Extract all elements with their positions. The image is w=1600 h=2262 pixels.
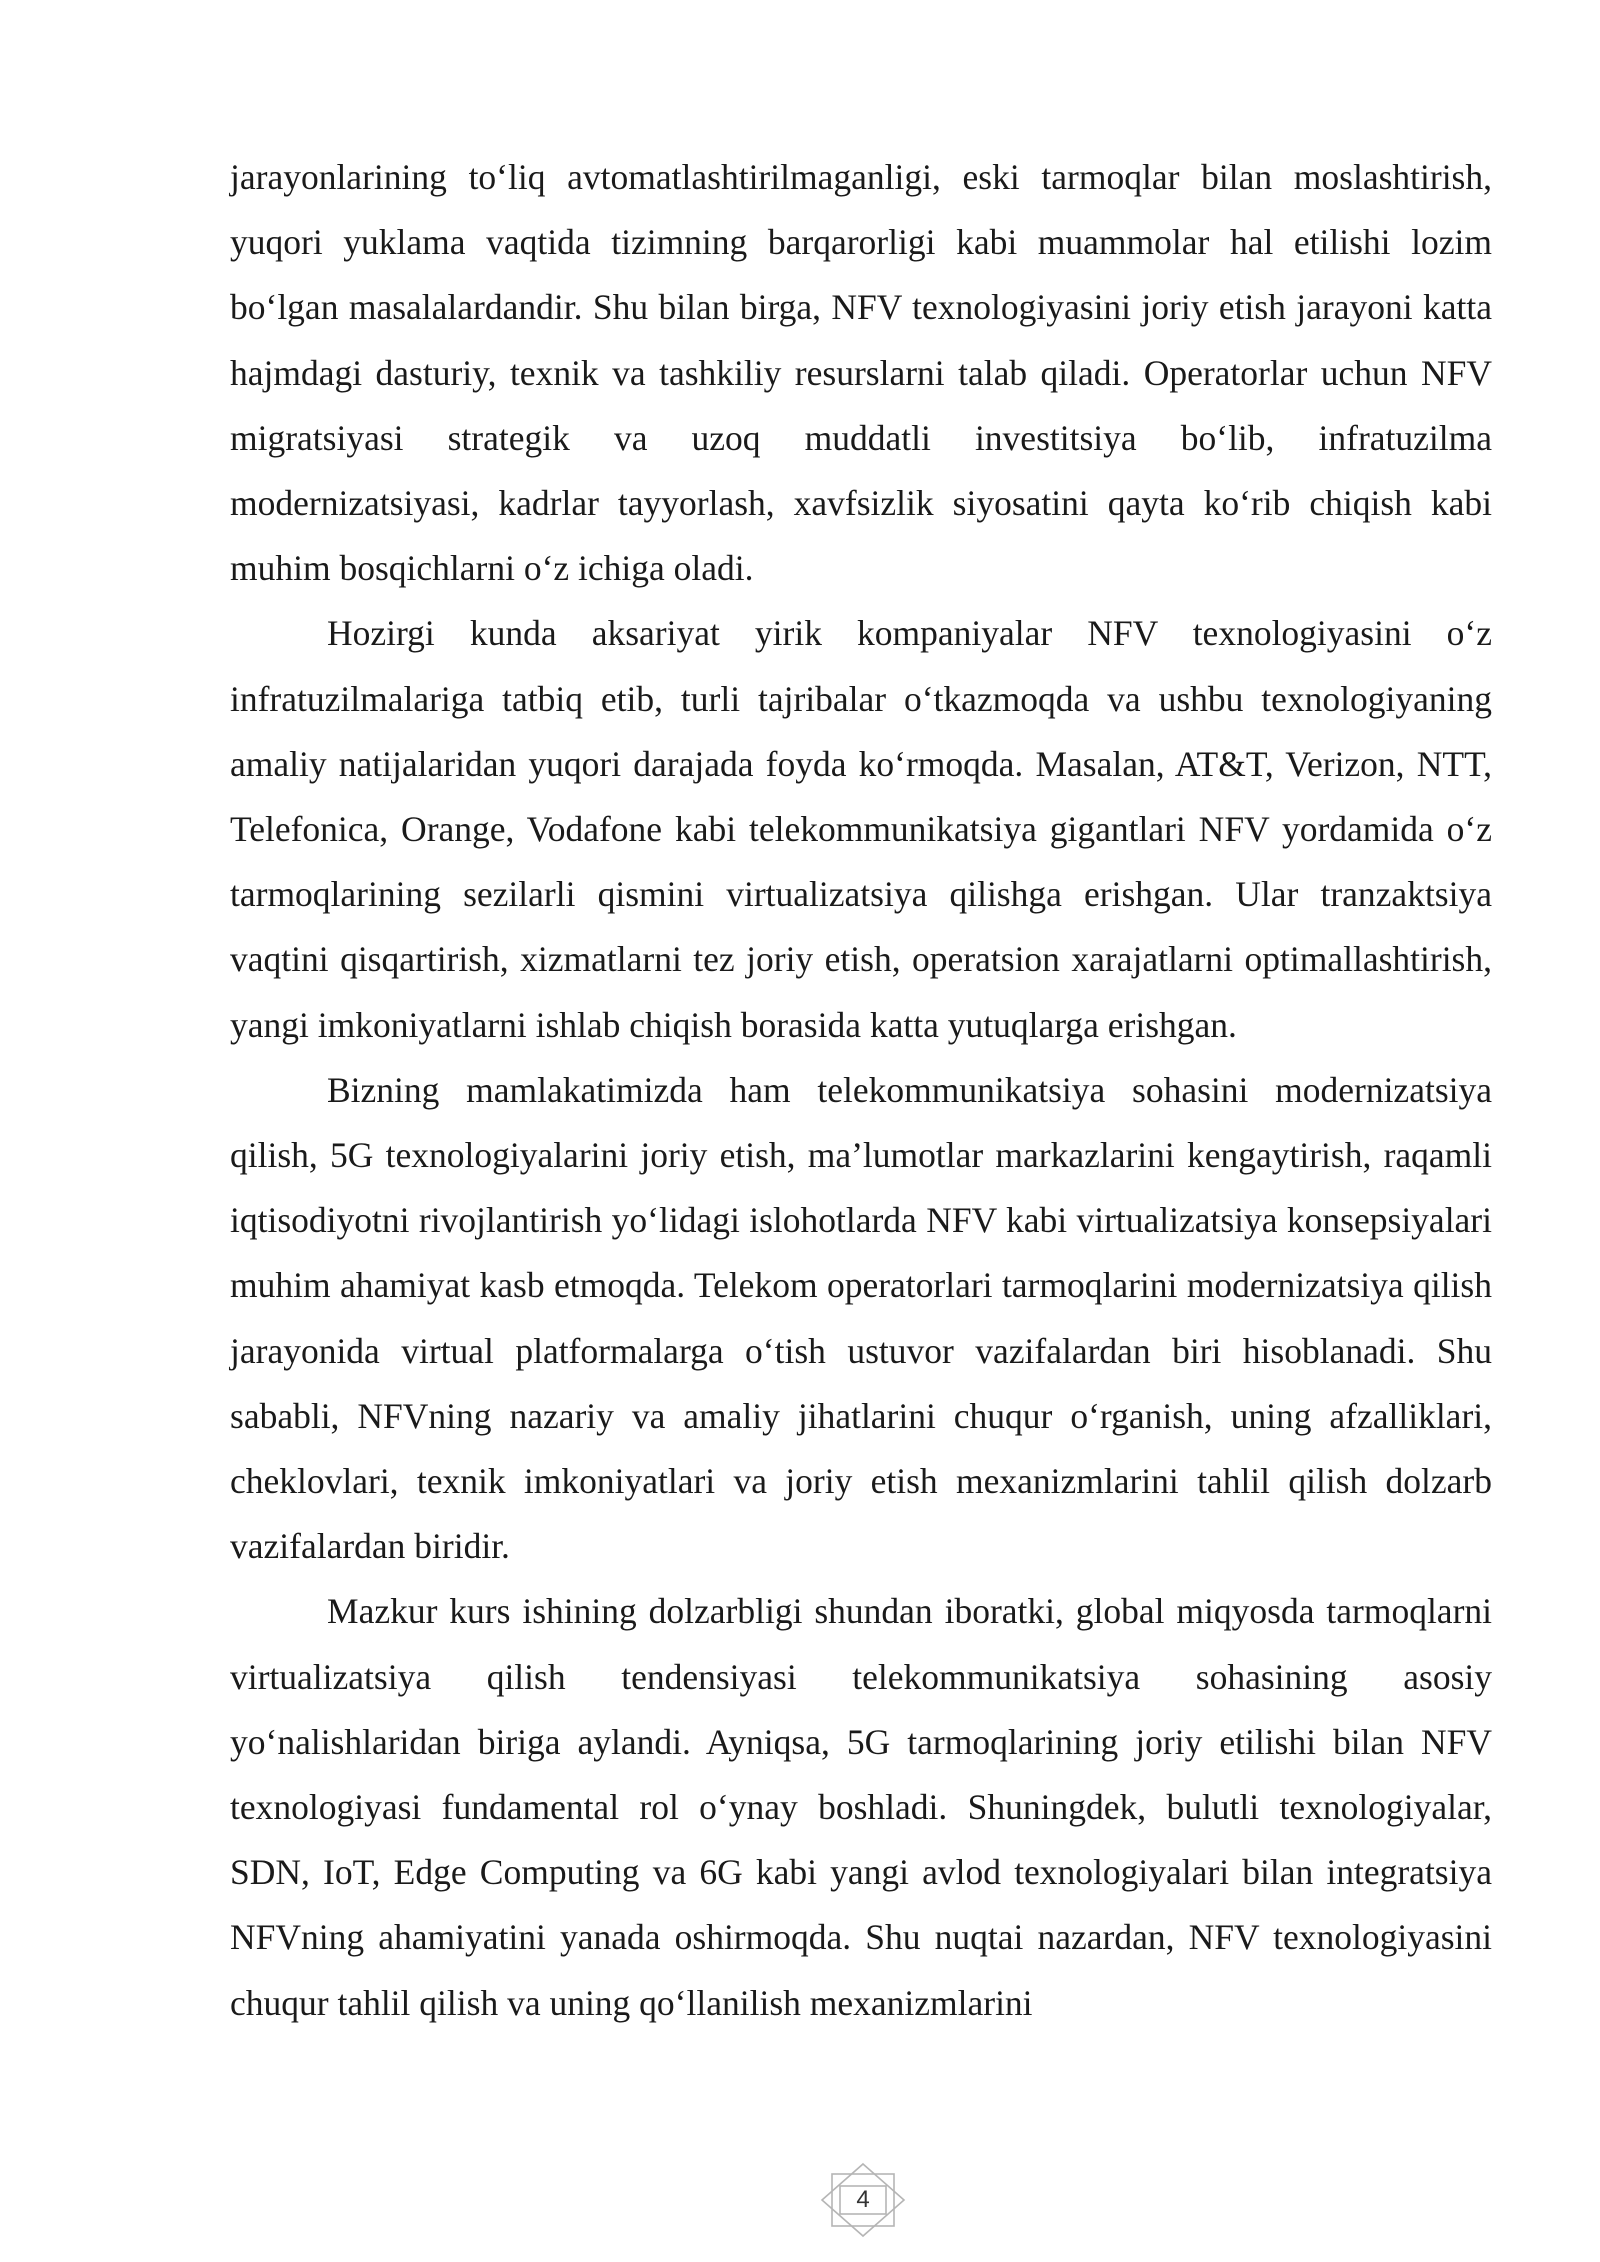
page-number-badge bbox=[820, 2162, 906, 2238]
paragraph-continuation: jarayonlarining to‘liq avtomatlashtirilmaganligi, eski tarmoqlar bilan moslashtirish, yuqori yuklama vaqtida tizimning barqarorligi kabi muammolar hal etilishi lozim bo‘lgan masalalardandir. Shu bilan birga, NFV texnologiyasini joriy etish jarayoni katta hajmdagi dasturiy, texnik va tashkiliy resurslarni talab qiladi. Operatorlar uchun NFV migratsiyasi strategik va uzoq muddatli investitsiya bo‘lib, infratuzilma modernizatsiyasi, kadrlar tayyorlash, xavfsizlik siyosatini qayta ko‘rib chiqish kabi muhim bosqichlarni o‘z ichiga oladi. bbox=[230, 157, 1492, 589]
paragraph-national: Bizning mamlakatimizda ham telekommunikatsiya sohasini modernizatsiya qilish, 5G texnologiyalarini joriy etish, ma’lumotlar markazlarini kengaytirish, raqamli iqtisodiyotni rivojlantirish yo‘lidagi islohotlarda NFV kabi virtualizatsiya konsepsiyalari muhim ahamiyat kasb etmoqda. Telekom operatorlari tarmoqlarini modernizatsiya qilish jarayonida virtual platformalarga o‘tish ustuvor vazifalardan biri hisoblanadi. Shu sababli, NFVning nazariy va amaliy jihatlarini chuqur o‘rganish, uning afzalliklari, cheklovlari, texnik imkoniyatlari va joriy etish mexanizmlarini tahlil qilish dolzarb vazifalardan biridir. bbox=[230, 1069, 1492, 1567]
paragraph-relevance: Mazkur kurs ishining dolzarbligi shundan iboratki, global miqyosda tarmoqlarni virtualizatsiya qilish tendensiyasi telekommunikatsiya sohasining asosiy yo‘nalishlaridan biriga aylandi. Ayniqsa, 5G tarmoqlarining joriy etilishi bilan NFV texnologiyasi fundamental rol o‘ynay boshladi. Shuningdek, bulutli texnologiyalar, SDN, IoT, Edge Computing va 6G kabi yangi avlod texnologiyalari bilan integratsiya NFVning ahamiyatini yanada oshirmoqda. Shu nuqtai nazardan, NFV texnologiyasini chuqur tahlil qilish va uning qo‘llanilish mexanizmlarini bbox=[230, 1591, 1492, 2023]
page-number: 4 bbox=[856, 2186, 870, 2213]
paragraph-companies: Hozirgi kunda aksariyat yirik kompaniyalar NFV texnologiyasini o‘z infratuzilmalariga tatbiq etib, turli tajribalar o‘tkazmoqda va ushbu texnologiyaning amaliy natijalaridan yuqori darajada foyda ko‘rmoqda. Masalan, AT&T, Verizon, NTT, Telefonica, Orange, Vodafone kabi telekommunikatsiya gigantlari NFV yordamida o‘z tarmoqlarining sezilarli qismini virtualizatsiya qilishga erishgan. Ular tranzaktsiya vaqtini qisqartirish, xizmatlarni tez joriy etish, operatsion xarajatlarni optimallashtirish, yangi imkoniyatlarni ishlab chiqish borasida katta yutuqlarga erishgan. bbox=[230, 613, 1492, 1045]
document-body bbox=[230, 145, 1492, 2036]
